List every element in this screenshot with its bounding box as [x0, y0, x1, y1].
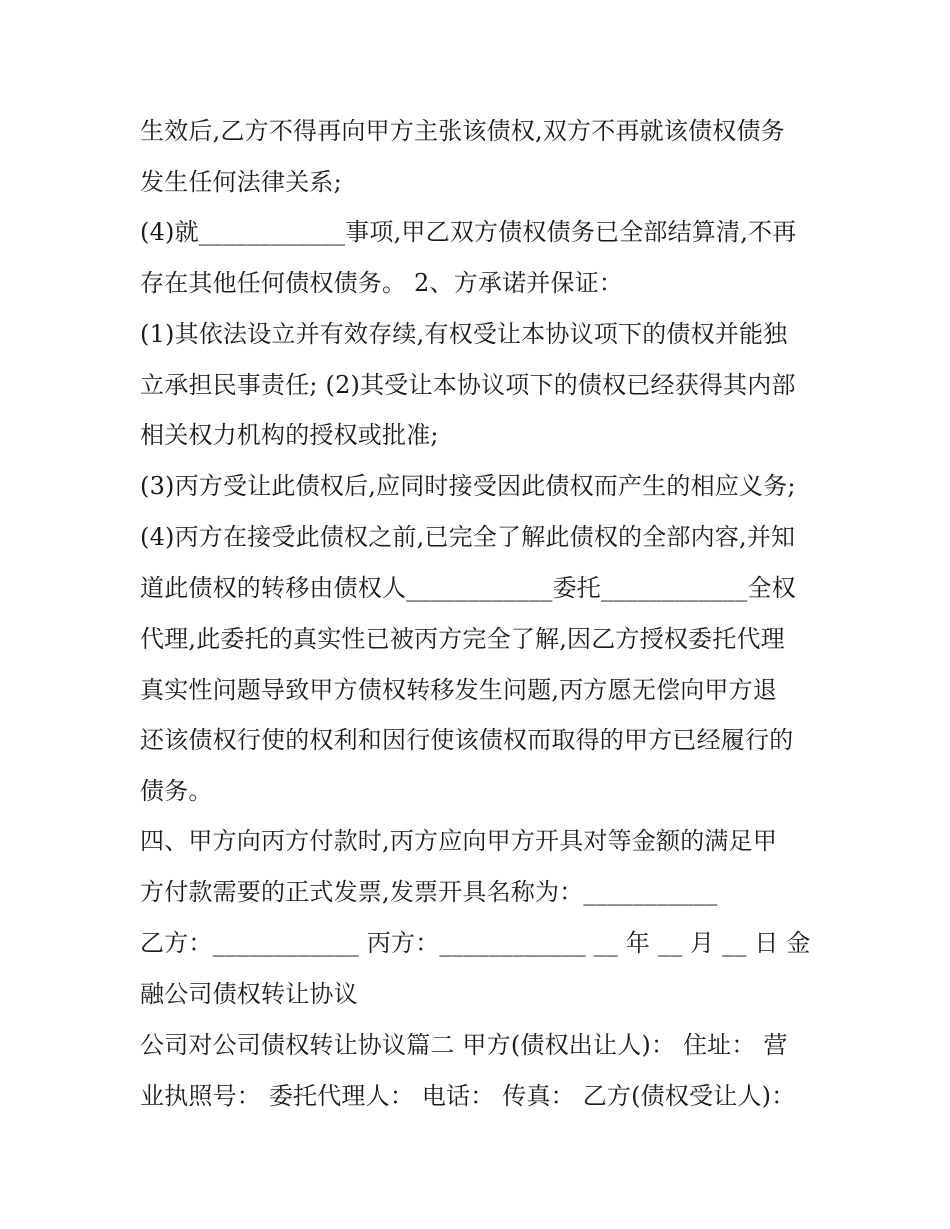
text-line: 立承担民事责任; (2)其受让本协议项下的债权已经获得其内部: [140, 371, 796, 399]
text-line: 代理,此委托的真实性已被丙方完全了解,因乙方授权委托代理: [140, 625, 785, 653]
text-line: 相关权力机构的授权或批准;: [140, 421, 439, 449]
text-line: (1)其依法设立并有效存续,有权受让本协议项下的债权并能独: [140, 320, 788, 348]
text-line: 乙方：____________ 丙方：____________ __ 年 __ 月 __ 日 金: [140, 929, 811, 957]
text-line: 业执照号： 委托代理人： 电话： 传真： 乙方(债权受让人)：: [140, 1082, 796, 1110]
text-line: 公司对公司债权转让协议篇二 甲方(债权出让人)： 住址： 营: [140, 1031, 788, 1059]
text-line: 发生任何法律关系;: [140, 168, 342, 196]
text-line: (4)就____________事项,甲乙双方债权债务已全部结算清,不再: [140, 218, 797, 246]
text-line: 存在其他任何债权债务。 2、方承诺并保证：: [140, 269, 624, 297]
text-line: (4)丙方在接受此债权之前,已完全了解此债权的全部内容,并知: [140, 523, 796, 551]
text-line: 还该债权行使的权利和因行使该债权而取得的甲方已经履行的: [140, 726, 794, 754]
text-line: 方付款需要的正式发票,发票开具名称为：___________: [140, 878, 718, 906]
text-line: 生效后,乙方不得再向甲方主张该债权,双方不再就该债权债务: [140, 117, 785, 145]
text-line: 真实性问题导致甲方债权转移发生问题,丙方愿无偿向甲方退: [140, 676, 778, 704]
text-line: 债务。: [140, 777, 213, 805]
text-line: (3)丙方受让此债权后,应同时接受因此债权而产生的相应义务;: [140, 472, 796, 500]
text-line: 道此债权的转移由债权人____________委托____________全权: [140, 574, 796, 602]
text-line: 融公司债权转让协议: [140, 980, 358, 1008]
text-line: 四、甲方向丙方付款时,丙方应向甲方开具对等金额的满足甲: [140, 827, 778, 855]
